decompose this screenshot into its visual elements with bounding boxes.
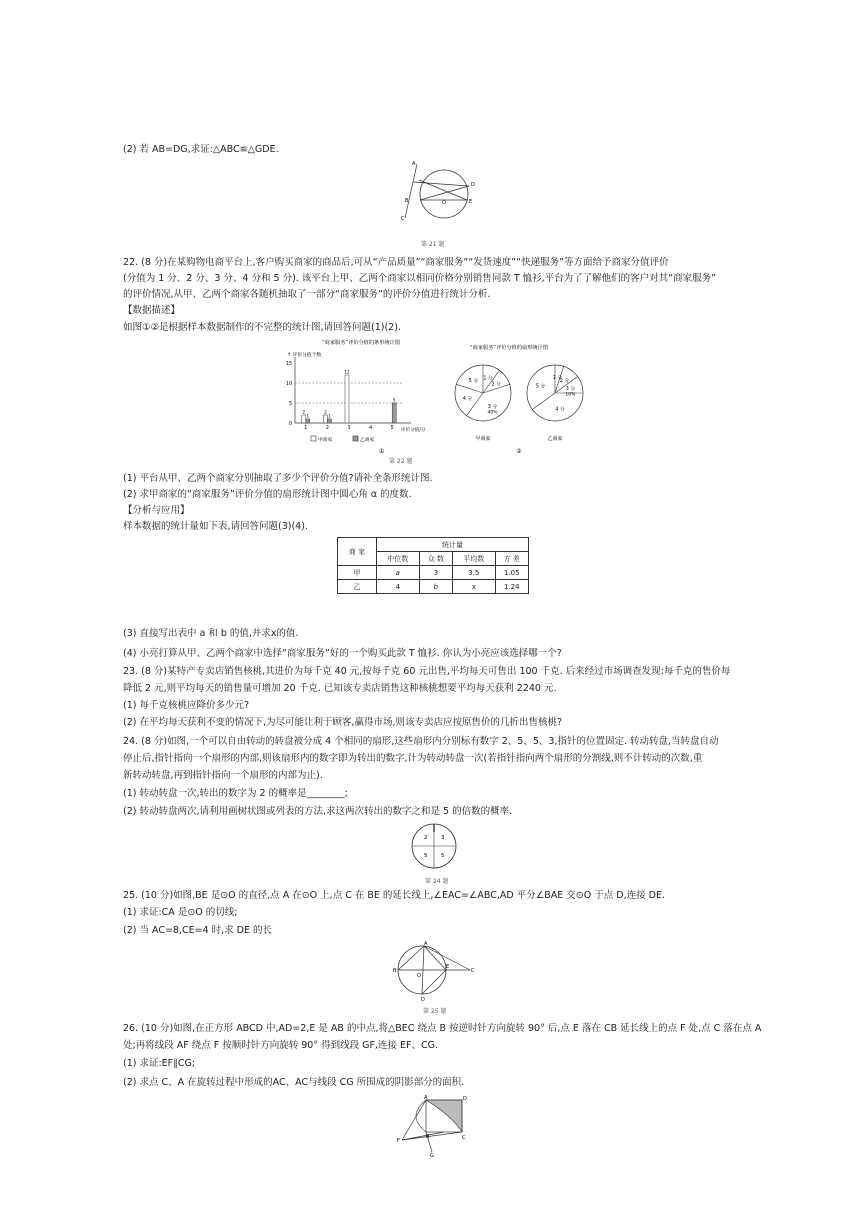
- q24-question-1: (1) 转动转盘一次,转出的数字为 2 的概率是________;: [123, 788, 348, 799]
- q26-question-1: (1) 求证:EF∥CG;: [123, 1058, 196, 1069]
- bar: [327, 419, 331, 423]
- q25-caption: 第 25 题: [423, 1008, 447, 1015]
- svg-text:D: D: [463, 1096, 467, 1102]
- spinner-number: 5: [424, 853, 428, 859]
- table-row: 乙 4 b x 1.24: [338, 580, 529, 594]
- bar-chart-ylabel: ↑ 评价分值个数: [287, 353, 322, 358]
- pie-charts: [451, 337, 593, 455]
- q24-line3: 新转动转盘,再到指针指向一个扇形的内部为止).: [123, 770, 323, 781]
- svg-text:O: O: [417, 973, 421, 979]
- svg-text:B: B: [426, 1134, 430, 1140]
- y-tick-label: 15: [285, 362, 292, 367]
- x-tick-label: 4: [369, 426, 373, 431]
- svg-text:E: E: [446, 964, 450, 970]
- pie-slice-label: 5 分: [468, 378, 479, 384]
- q21-part2: (2) 若 AB=DG,求证:△ABC≌△GDE.: [123, 144, 279, 155]
- pie-slice-label: 3 分: [565, 386, 576, 392]
- bar-value-label: 2: [302, 409, 306, 415]
- q23-line1: 23. (8 分)某特产专卖店销售核桃,其进价为每千克 40 元,按每千克 60 元出售,平均每天可售出 100 千克. 后来经过市场调查发现:每千克的售价每: [123, 666, 731, 677]
- q22-section-data-description: 【数据描述】: [123, 305, 181, 316]
- bar-value-label: 12: [344, 369, 350, 375]
- q24-line1: 24. (8 分)如图,一个可以自由转动的转盘被分成 4 个相同的扇形,这些扇形内分别标有数字 2、5、5、3,指针的位置固定. 转动转盘,当转盘自动: [123, 736, 719, 747]
- table-row: 甲 a 3 3.5 1.05: [338, 566, 529, 580]
- y-tick-label: 5: [288, 402, 292, 407]
- bar-value-label: 2: [324, 409, 327, 415]
- q26-question-2: (2) 求点 C、A 在旋转过程中形成的AC、AC与线段 CG 所围成的阴影部分的面积.: [123, 1077, 465, 1088]
- x-tick-label: 1: [304, 426, 308, 431]
- bar: [323, 415, 327, 423]
- x-tick-label: 5: [390, 426, 394, 431]
- bar-chart-marker: ①: [379, 448, 385, 455]
- pie-slice-label: 1 分: [483, 376, 493, 382]
- q23-question-1: (1) 每千克核桃应降价多少元?: [123, 700, 250, 711]
- bar: [345, 375, 349, 423]
- q21-figure: [399, 160, 489, 236]
- y-tick-label: 10: [285, 382, 292, 387]
- q26-line1: 26. (10 分)如图,在正方形 ABCD 中,AD=2,E 是 AB 的中点,将△BEC 绕点 B 按逆时针方向旋转 90° 后,点 E 落在 CB 延长线上的点 F 处,点 C 落在点 A: [123, 1023, 762, 1034]
- q25-line1: 25. (10 分)如图,BE 是⊙O 的直径,点 A 在⊙O 上,点 C 在 BE 的延长线上,∠EAC=∠ABC,AD 平分∠BAE 交⊙O 于点 D,连接 DE.: [123, 890, 665, 901]
- table-corner: 商 家: [338, 538, 377, 566]
- q26-line2: 处;再将线段 AF 绕点 F 按顺时针方向旋转 90° 得到线段 GF,连接 EF、CG.: [123, 1040, 438, 1051]
- bar: [306, 419, 310, 423]
- q23-question-2: (2) 在平均每天获利不变的情况下,为尽可能让利于顾客,赢得市场,则该专卖店应按原售价的几折出售核桃?: [123, 717, 563, 728]
- q22-table-intro: 样本数据的统计量如下表,请回答问题(3)(4).: [123, 521, 308, 532]
- q25-figure: [392, 940, 476, 1002]
- table-header: 方 差: [495, 552, 528, 566]
- svg-text:B: B: [393, 968, 397, 974]
- q22-intro-line1: 22. (8 分)在某购物电商平台上,客户购买商家的商品后,可从“产品质量”“商家服务”“发货速度”“快递服务”等方面给予商家分值评价: [123, 257, 669, 268]
- pie-name-label: 甲商家: [475, 436, 491, 442]
- spinner-number: 5: [441, 853, 445, 859]
- pie-chart-title: “商家服务”评价分值的扇形统计图: [469, 345, 549, 351]
- svg-text:B: B: [405, 198, 409, 204]
- bar-chart: [283, 337, 443, 455]
- q25-question-2: (2) 当 AC=8,CE=4 时,求 DE 的长: [123, 925, 273, 936]
- spinner-number: 2: [424, 835, 428, 841]
- table-header: 平均数: [452, 552, 495, 566]
- pie-slice-label: 4 分: [462, 397, 473, 403]
- svg-text:D: D: [471, 182, 475, 188]
- svg-text:C: C: [462, 1135, 466, 1141]
- q24-caption: 第 24 题: [425, 878, 449, 885]
- pie-slice-label: 2 分: [559, 378, 570, 384]
- statistics-table: [337, 537, 529, 594]
- spinner-figure: [404, 822, 464, 874]
- svg-text:E: E: [469, 199, 473, 205]
- bar-value-label: 1: [328, 413, 331, 419]
- svg-text:A: A: [424, 941, 428, 947]
- pie-chart-marker: ②: [516, 448, 522, 455]
- legend-label-b: 乙商家: [360, 438, 375, 443]
- bar: [392, 403, 396, 423]
- svg-text:G: G: [430, 1153, 434, 1158]
- bar-chart-xlabel: 评价分值/分: [401, 428, 426, 433]
- pie-name-label: 乙商家: [547, 436, 563, 442]
- q22-question-4: (4) 小亮打算从甲、乙两个商家中选择“商家服务”好的一个购买此款 T 恤衫. 你认为小亮应该选择哪一个?: [123, 648, 562, 659]
- svg-text:C: C: [401, 216, 405, 222]
- bar: [302, 415, 306, 423]
- q22-question-2: (2) 求甲商家的“商家服务”评价分值的扇形统计图中圆心角 α 的度数.: [123, 489, 412, 500]
- q26-figure: [396, 1094, 476, 1158]
- pie-slice-label: 2 分: [491, 382, 501, 388]
- pie-slice-label: 1 分: [552, 375, 563, 381]
- svg-text:A: A: [424, 1095, 428, 1101]
- table-header: 众 数: [419, 552, 452, 566]
- q22-intro-line3: 的评价情况,从甲、乙两个商家各随机抽取了一部分“商家服务”的评价分值进行统计分析.: [123, 289, 491, 300]
- bar-value-label: 1: [306, 413, 310, 419]
- pie-slice-label: 5 分: [535, 384, 546, 390]
- pie-slice-percent: 10%: [565, 392, 576, 398]
- pie-slice-label: 3 分: [487, 405, 498, 411]
- svg-text:D: D: [421, 997, 425, 1002]
- q22-question-1: (1) 平台从甲、乙两个商家分别抽取了多少个评价分值?请补全条形统计图.: [123, 473, 433, 484]
- bar-value-label: 5: [392, 397, 396, 403]
- pie-slice-label: 4 分: [555, 407, 565, 413]
- q21-caption: 第 21 题: [421, 241, 445, 248]
- q22-description: 如图①②是根据样本数据制作的不完整的统计图,请回答问题(1)(2).: [123, 322, 401, 333]
- q22-caption: 第 22 题: [389, 458, 413, 465]
- table-group-header: 统计量: [377, 538, 529, 552]
- svg-text:F: F: [397, 1138, 400, 1144]
- legend-swatch-b: [353, 436, 358, 441]
- q24-question-2: (2) 转动转盘两次,请利用画树状图或列表的方法,求这两次转出的数字之和是 5 的倍数的概率.: [123, 806, 513, 817]
- y-tick-label: 0: [288, 422, 292, 427]
- svg-text:A: A: [412, 161, 416, 167]
- q22-section-analysis: 【分析与应用】: [123, 505, 190, 516]
- x-tick-label: 2: [325, 426, 329, 431]
- q23-line2: 降低 2 元,则平均每天的销售量可增加 20 千克. 已知该专卖店销售这种核桃想要平均每天获利 2240 元.: [123, 683, 557, 694]
- q25-question-1: (1) 求证:CA 是⊙O 的切线;: [123, 907, 238, 918]
- table-header: 中位数: [377, 552, 420, 566]
- q24-line2: 停止后,指针指向一个扇形的内部,则该扇形内的数字即为转出的数字,计为转动转盘一次(若指针指向两个扇形的分割线,则不计转动的次数,重: [123, 753, 703, 764]
- q22-question-3: (3) 直接写出表中 a 和 b 的值,并求x的值.: [123, 628, 299, 639]
- q22-intro-line2: (分值为 1 分、2 分、3 分、4 分和 5 分). 该平台上甲、乙两个商家以相同价格分别销售同款 T 恤衫,平台为了了解他们的客户对其“商家服务”: [123, 273, 717, 284]
- x-tick-label: 3: [347, 426, 351, 431]
- legend-swatch-a: [311, 436, 316, 441]
- pie-slice-percent: 40%: [487, 410, 498, 416]
- svg-text:O: O: [442, 200, 446, 206]
- legend-label-a: 甲商家: [318, 438, 333, 443]
- svg-text:C: C: [471, 968, 475, 974]
- spinner-number: 3: [441, 835, 445, 841]
- bar-chart-title: “商家服务”评价分值的条形统计图: [321, 340, 401, 346]
